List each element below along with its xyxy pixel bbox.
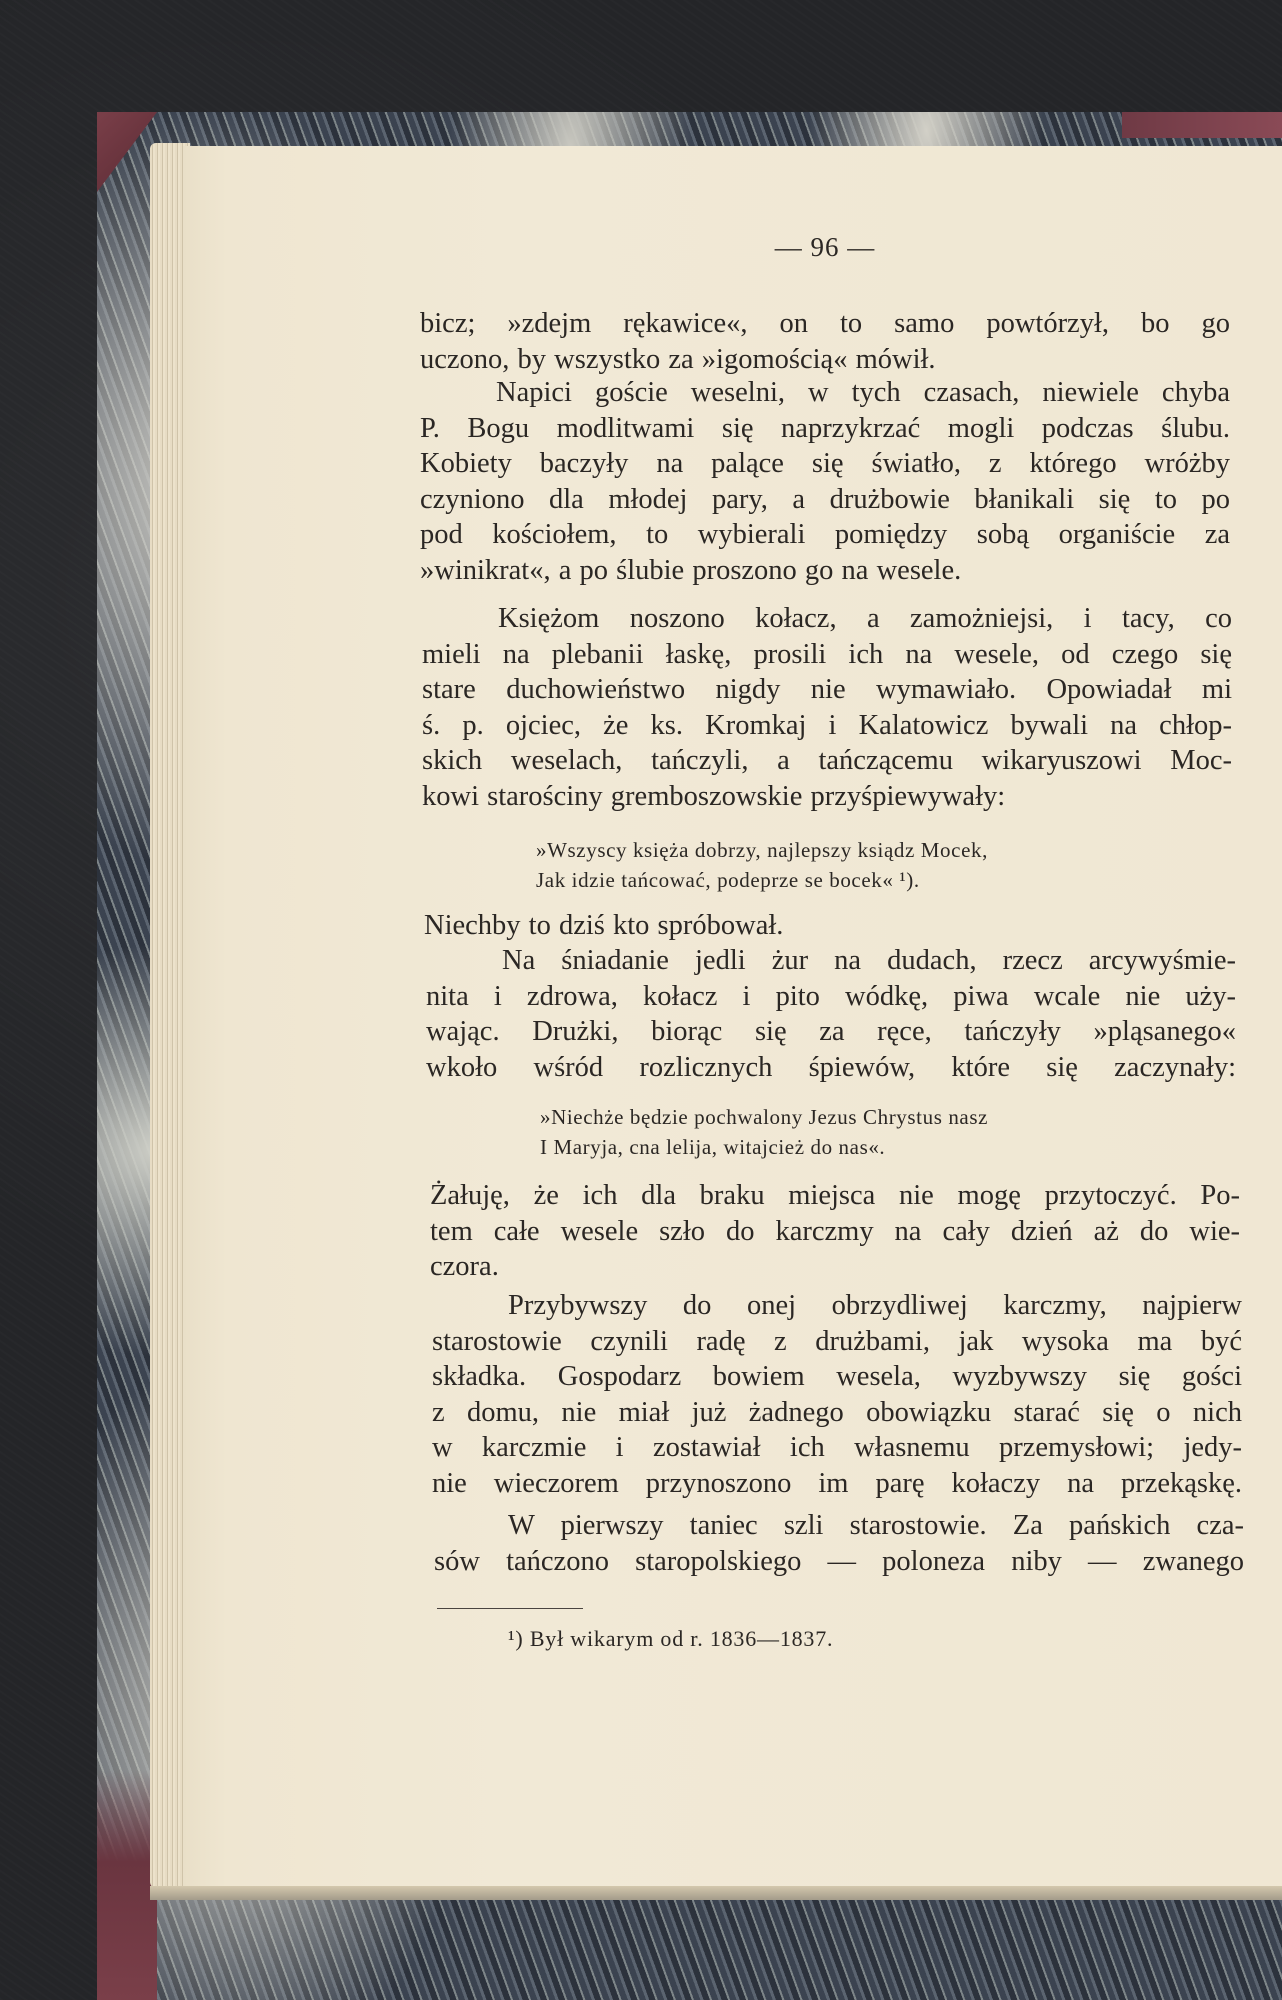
text-line: mieli na plebanii łaskę, prosili ich na wesele, od czego się — [422, 638, 1232, 670]
text-line: wając. Drużki, biorąc się za ręce, tańczyły »pląsanego« — [426, 1016, 1236, 1047]
verse-quote — [536, 835, 1176, 895]
text-line: bicz; »zdejm rękawice«, on to samo powtórzył, bo go — [420, 308, 1230, 339]
paragraph — [422, 601, 1232, 814]
text-line: P. Bogu modlitwami się naprzykrzać mogli podczas ślubu. — [420, 412, 1230, 444]
paragraph — [430, 1178, 1240, 1285]
verse-quote — [540, 1102, 1180, 1162]
text-line: czora. — [430, 1251, 499, 1282]
paragraph-continued — [420, 306, 1230, 377]
text-line: czyniono dla młodej pary, a drużbowie błanikali się to po — [420, 483, 1230, 515]
text-line: Żałuję, że ich dla braku miejsca nie mogę przytoczyć. Po- — [430, 1180, 1240, 1211]
paragraph — [424, 908, 1234, 944]
verse-line: I Maryja, cna lelija, witajcież do nas«. — [540, 1135, 886, 1159]
verse-line: »Wszyscy księża dobrzy, najlepszy ksiądz Mocek, — [536, 838, 988, 862]
text-line: tem całe wesele szło do karczmy na cały dzień aż do wie- — [430, 1215, 1240, 1247]
text-line: uczono, by wszystko za »igomością« mówił. — [420, 343, 936, 375]
paragraph — [420, 375, 1230, 588]
text-line: wkoło wśród rozlicznych śpiewów, które się zaczynały: — [426, 1051, 1236, 1083]
text-line: Księżom noszono kołacz, a zamożniejsi, i tacy, co — [498, 603, 1232, 634]
text-line: stare duchowieństwo nigdy nie wymawiało. Opowiadał mi — [422, 674, 1232, 705]
footnote: ¹) Był wikarym od r. 1836—1837. — [508, 1626, 834, 1651]
text-line: w karczmie i zostawiał ich własnemu przemysłowi; jedy- — [432, 1432, 1242, 1463]
text-line: z domu, nie miał już żadnego obowiązku starać się o nich — [432, 1396, 1242, 1428]
text-line: Na śniadanie jedli żur na dudach, rzecz arcywyśmie- — [502, 945, 1236, 976]
text-line: Napici goście weselni, w tych czasach, niewiele chyba — [496, 377, 1230, 408]
paragraph — [426, 943, 1236, 1085]
text-line: nita i zdrowa, kołacz i pito wódkę, piwa wcale nie uży- — [426, 980, 1236, 1012]
text-line: Przybywszy do onej obrzydliwej karczmy, najpierw — [508, 1290, 1242, 1321]
text-line: »winikrat«, a po ślubie proszono go na wesele. — [420, 554, 962, 586]
paragraph — [434, 1508, 1244, 1579]
text-line: kowi starościny gremboszowskie przyśpiewywały: — [422, 780, 1006, 812]
text-line: pod kościołem, to wybierali pomiędzy sobą organiście za — [420, 519, 1230, 550]
text-line: ś. p. ojciec, że ks. Kromkaj i Kalatowicz bywali na chłop- — [422, 709, 1232, 741]
text-line: Niechby to dziś kto spróbował. — [424, 910, 784, 941]
page-number: — 96 — — [774, 232, 876, 262]
footnote-divider — [437, 1608, 583, 1609]
text-line: starostowie czynili radę z drużbami, jak wysoka ma być — [432, 1325, 1242, 1357]
verse-line: Jak idzie tańcować, podeprze se bocek« ¹). — [536, 868, 920, 892]
verse-line: »Niechże będzie pochwalony Jezus Chrystus nasz — [540, 1105, 989, 1129]
text-line: nie wieczorem przynoszono im parę kołaczy na przekąskę. — [432, 1467, 1242, 1499]
text-line: skich weselach, tańczyli, a tańczącemu wikaryuszowi Moc- — [422, 745, 1232, 776]
text-line: składka. Gospodarz bowiem wesela, wyzbywszy się gości — [432, 1361, 1242, 1392]
text-line: Kobiety baczyły na palące się światło, z którego wróżby — [420, 448, 1230, 479]
text-line: W pierwszy taniec szli starostowie. Za pańskich cza- — [508, 1510, 1244, 1541]
text-line: sów tańczono staropolskiego — poloneza niby — zwanego — [434, 1545, 1244, 1577]
paragraph — [432, 1288, 1242, 1501]
